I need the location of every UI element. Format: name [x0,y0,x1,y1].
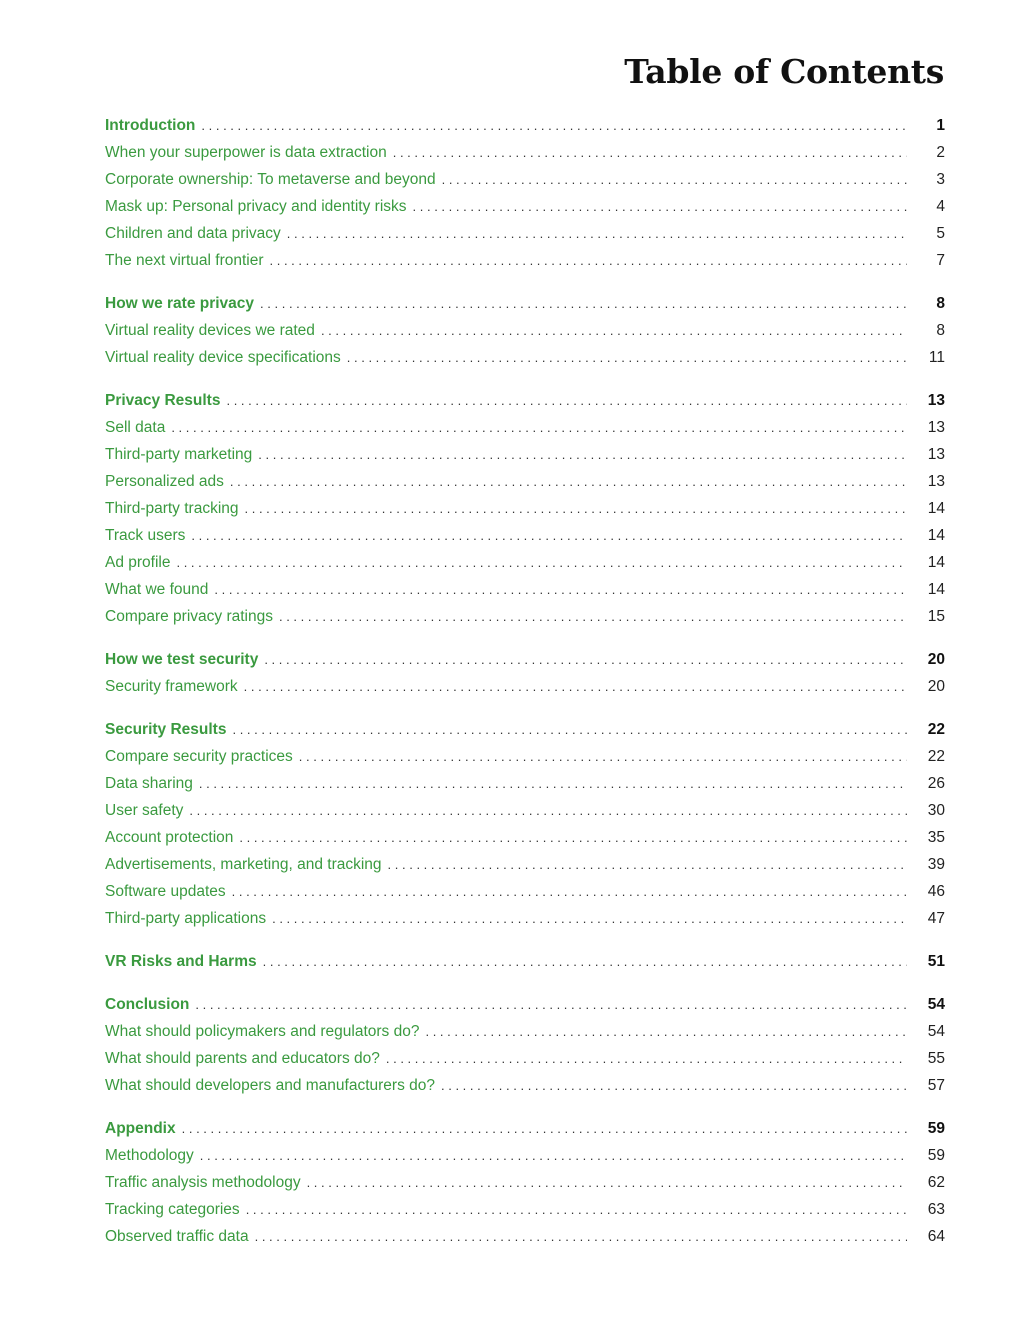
toc-heading-label[interactable]: Appendix [105,1120,176,1137]
page-number: 1 [936,117,945,134]
toc-entry[interactable] [105,603,945,630]
dot-leader [299,743,907,770]
toc-entry[interactable] [105,166,945,193]
page-number: 5 [936,225,945,242]
toc-entry[interactable] [105,905,945,932]
toc-section [105,387,945,630]
toc-entry[interactable] [105,878,945,905]
page-number: 14 [927,527,945,544]
dot-leader [182,1115,907,1142]
toc-heading-entry[interactable] [105,387,945,414]
page-number: 13 [927,392,945,409]
page-number: 20 [927,651,945,668]
dot-leader [307,1169,907,1196]
dot-leader [393,139,907,166]
toc-entry[interactable] [105,549,945,576]
toc-entry[interactable] [105,743,945,770]
toc-entry-label[interactable]: Tracking categories [105,1201,240,1218]
toc-heading-entry[interactable] [105,716,945,743]
toc-entry[interactable] [105,1196,945,1223]
dot-leader [264,646,907,673]
page-number: 63 [927,1201,945,1218]
toc-entry[interactable] [105,797,945,824]
page-number: 14 [927,500,945,517]
page-number: 3 [936,171,945,188]
toc-entry[interactable] [105,193,945,220]
page-number: 26 [927,775,945,792]
toc-entry[interactable] [105,522,945,549]
toc-heading-label[interactable]: VR Risks and Harms [105,953,257,970]
toc-entry-label[interactable]: Compare security practices [105,748,293,765]
toc-entry-label[interactable]: User safety [105,802,184,819]
toc-entry[interactable] [105,576,945,603]
toc-section [105,112,945,274]
toc-entry-label[interactable]: Security framework [105,678,238,695]
dot-leader [199,770,907,797]
table-of-contents [105,112,945,1266]
toc-heading-label[interactable]: Introduction [105,117,196,134]
dot-leader [176,549,907,576]
dot-leader [255,1223,907,1250]
toc-entry-label[interactable]: Mask up: Personal privacy and identity risks [105,198,407,215]
page-number: 57 [927,1077,945,1094]
dot-leader [279,603,907,630]
toc-entry-label[interactable]: Personalized ads [105,473,224,490]
dot-leader [442,166,907,193]
dot-leader [386,1045,907,1072]
toc-entry[interactable] [105,1169,945,1196]
page-number: 13 [927,419,945,436]
toc-heading-label[interactable]: Security Results [105,721,227,738]
dot-leader [388,851,907,878]
toc-entry[interactable] [105,824,945,851]
dot-leader [232,716,907,743]
page-number: 39 [927,856,945,873]
page-number: 20 [927,678,945,695]
page-number: 47 [927,910,945,927]
page-title: Table of Contents [624,52,944,91]
toc-entry[interactable] [105,220,945,247]
toc-heading-entry[interactable] [105,290,945,317]
dot-leader [226,387,907,414]
toc-entry-label[interactable]: Third-party applications [105,910,267,927]
toc-entry-label[interactable]: Virtual reality devices we rated [105,322,315,339]
dot-leader [200,1142,907,1169]
dot-leader [321,317,907,344]
toc-entry[interactable] [105,139,945,166]
toc-entry[interactable] [105,414,945,441]
page-number: 46 [927,883,945,900]
dot-leader [201,112,907,139]
toc-entry-label[interactable]: Ad profile [105,554,171,571]
dot-leader [413,193,907,220]
toc-entry[interactable] [105,468,945,495]
dot-leader [171,414,907,441]
page-number: 13 [927,446,945,463]
toc-heading-label[interactable]: How we test security [105,651,259,668]
page-number: 8 [936,295,945,312]
page-number: 14 [927,554,945,571]
toc-entry-label[interactable]: Third-party tracking [105,500,239,517]
dot-leader [270,247,907,274]
page-number: 51 [927,953,945,970]
toc-entry-label[interactable]: Methodology [105,1147,194,1164]
toc-entry[interactable] [105,1142,945,1169]
page-number: 22 [927,721,945,738]
toc-entry-label[interactable]: Advertisements, marketing, and tracking [105,856,382,873]
toc-section [105,290,945,371]
toc-section [105,948,945,975]
toc-entry[interactable] [105,495,945,522]
toc-entry[interactable] [105,770,945,797]
page-number: 7 [936,252,945,269]
dot-leader [258,441,907,468]
page-number: 2 [936,144,945,161]
toc-entry[interactable] [105,1045,945,1072]
dot-leader [232,878,907,905]
page-number: 62 [927,1174,945,1191]
page-number: 54 [927,1023,945,1040]
toc-entry[interactable] [105,1018,945,1045]
toc-entry-label[interactable]: What should policymakers and regulators do? [105,1023,420,1040]
dot-leader [244,673,907,700]
toc-entry-label[interactable]: What should developers and manufacturers do? [105,1077,436,1094]
dot-leader [272,905,907,932]
dot-leader [191,522,907,549]
toc-heading-entry[interactable] [105,991,945,1018]
page-number: 64 [927,1228,945,1245]
page-number: 15 [927,608,945,625]
toc-entry-label[interactable]: Traffic analysis methodology [105,1174,301,1191]
toc-section [105,646,945,700]
toc-entry[interactable] [105,673,945,700]
toc-entry[interactable] [105,1223,945,1250]
dot-leader [214,576,907,603]
page-number: 22 [927,748,945,765]
toc-section [105,716,945,932]
page-number: 13 [927,473,945,490]
page-number: 55 [927,1050,945,1067]
dot-leader [347,344,907,371]
toc-entry-label[interactable]: Corporate ownership: To metaverse and beyond [105,171,436,188]
toc-entry-label[interactable]: Third-party marketing [105,446,253,463]
toc-entry-label[interactable]: The next virtual frontier [105,252,264,269]
page-number: 54 [927,996,945,1013]
toc-entry[interactable] [105,441,945,468]
toc-entry[interactable] [105,317,945,344]
dot-leader [189,797,907,824]
toc-entry[interactable] [105,851,945,878]
dot-leader [441,1072,907,1099]
dot-leader [239,824,907,851]
page-number: 30 [927,802,945,819]
page-number: 59 [927,1120,945,1137]
dot-leader [425,1018,907,1045]
dot-leader [246,1196,907,1223]
page-number: 4 [936,198,945,215]
toc-entry-label[interactable]: Compare privacy ratings [105,608,273,625]
toc-heading-entry[interactable] [105,112,945,139]
toc-heading-label[interactable]: How we rate privacy [105,295,255,312]
toc-entry-label[interactable]: Children and data privacy [105,225,281,242]
page-number: 35 [927,829,945,846]
page-number: 8 [936,322,945,339]
dot-leader [245,495,907,522]
toc-heading-label[interactable]: Conclusion [105,996,190,1013]
toc-entry-label[interactable]: Virtual reality device specifications [105,349,341,366]
toc-entry-label[interactable]: Data sharing [105,775,193,792]
toc-entry[interactable] [105,247,945,274]
toc-entry[interactable] [105,344,945,371]
toc-entry-label[interactable]: What we found [105,581,209,598]
toc-section [105,991,945,1099]
dot-leader [263,948,907,975]
dot-leader [260,290,907,317]
dot-leader [230,468,907,495]
toc-heading-entry[interactable] [105,1115,945,1142]
toc-entry-label[interactable]: What should parents and educators do? [105,1050,380,1067]
toc-entry-label[interactable]: Software updates [105,883,226,900]
page-number: 11 [928,349,945,366]
toc-entry-label[interactable]: Observed traffic data [105,1228,249,1245]
page-number: 59 [927,1147,945,1164]
toc-heading-label[interactable]: Privacy Results [105,392,221,409]
toc-entry-label[interactable]: Account protection [105,829,234,846]
toc-entry[interactable] [105,1072,945,1099]
toc-heading-entry[interactable] [105,948,945,975]
toc-heading-entry[interactable] [105,646,945,673]
toc-entry-label[interactable]: When your superpower is data extraction [105,144,387,161]
toc-section [105,1115,945,1250]
toc-entry-label[interactable]: Sell data [105,419,166,436]
dot-leader [287,220,907,247]
toc-entry-label[interactable]: Track users [105,527,186,544]
dot-leader [195,991,907,1018]
page-number: 14 [927,581,945,598]
